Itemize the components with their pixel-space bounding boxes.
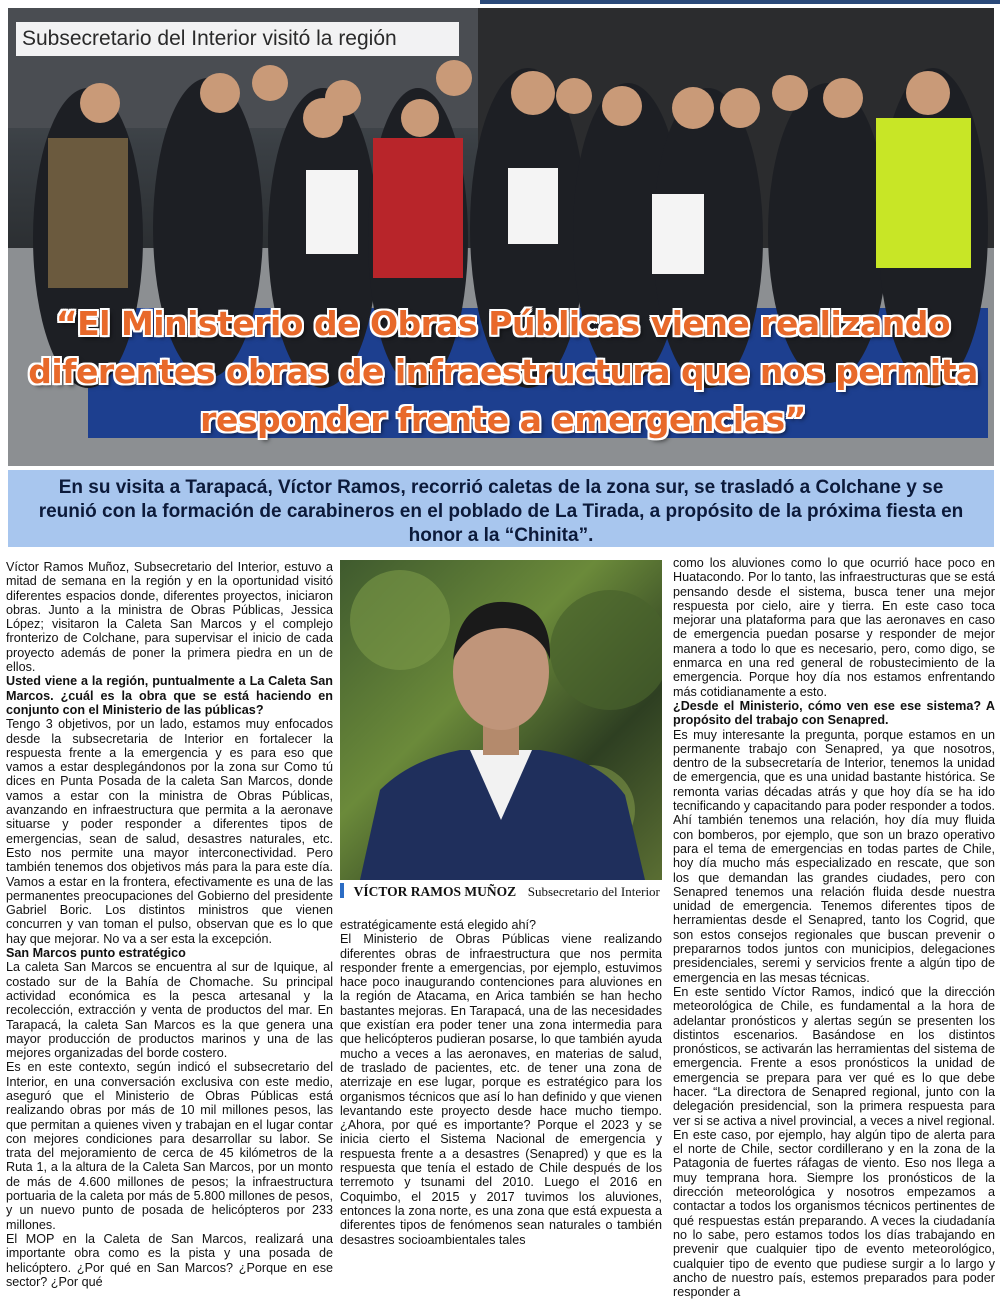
interview-question: Usted viene a la región, puntualmente a La Caleta San Marcos. ¿cuál es la obra que se está haciendo en conjunto con el Ministerio de las públicas? — [6, 674, 333, 717]
paragraph: El MOP en la Caleta de San Marcos, realizará una importante obra como es la pista y una posada de helicóptero. ¿Por qué en San Marcos? ¿Porque en ese sector? ¿Por qué — [6, 1231, 333, 1289]
interview-question: ¿Desde el Ministerio, cómo ven ese ese sistema? A propósito del trabajo con Senapred. — [673, 698, 995, 728]
portrait-photo — [340, 560, 662, 880]
paragraph: Tengo 3 objetivos, por un lado, estamos muy enfocados desde la subsecretaria de Interior en fortalecer la respuesta frente a la emergencia y es para eso que vamos a estar desplegándonos por la zona sur Como tú dices en Punta Posada de la caleta San Marcos, donde vamos a estar con la ministra de Obras Públicas, avanzando en infraestructura que permita a la aeronave situarse y poder responder a diferentes tipos de emergencias, sean de salud, desastres naturales, etc. Esto nos permite una mayor interconectividad. Pero también tenemos dos objetivos más para la para este día. Vamos a estar en la frontera, efectivamente es una de las permanentes preocupaciones del Gobierno del presidente Gabriel Boric. Los distintos ministros que vienen concurren y van toman el pulso, observan que es lo que hay que mejorar. No va a ser esta la excepción. — [6, 717, 333, 946]
paragraph: La caleta San Marcos se encuentra al sur de Iquique, al costado sur de la Bahía de Chomache. Su principal actividad económica es la pesca artesanal y la recolección, extracción y venta de productos del mar. En Tarapacá, la caleta San Marcos es la que genera una mayor producción de productos marinos y una de las mejores organizadas del borde costero. — [6, 960, 333, 1061]
headline-quote: “El Ministerio de Obras Públicas viene realizando diferentes obras de infraestructura que nos permita responder frente a emergencias” — [28, 304, 978, 439]
top-accent-bar — [480, 0, 1000, 4]
paragraph: Es muy interesante la pregunta, porque estamos en un permanente trabajo con Senapred, ya que nosotros, dentro de la subsecretaría de Interior, tenemos la unidad de emergencia, que es una unidad bastante histórica. Se remonta varias décadas atrás y que hoy día se ha ido tecnificando y capacitando para poder responder a todos. Ahí también tenemos una relación, hoy día muy fluida con bomberos, por ejemplo, que son un brazo operativo para el tema de emergencias en todas partes de Chile, hoy día mucho más especializado en rescate, que son los que demandan las grandes ciudades, pero con Senapred tenemos una relación fluida desde nuestra unidad de emergencia. Tenemos diferentes tipos de herramientas desde el Senapred, tanto los Cogrid, que son estos consejos regionales que buscan prevenir o prepararnos todos juntos con municipios, delegaciones presidenciales, seremi y servicios frente a algún tipo de emergencia en las mesas técnicas. — [673, 727, 995, 985]
article-column-3 — [673, 556, 995, 1299]
paragraph: Víctor Ramos Muñoz, Subsecretario del Interior, estuvo a mitad de semana en la región y en la oportunidad visitó diferentes espacios donde, diferentes proyectos, iniciaron obras. Junto a la ministra de Obras Públicas, Jessica López; visitaron la Caleta San Marcos y el complejo fronterizo de Colchane, para supervisar el inicio de cada proyecto además de poner la primera piedra en un de ellos. — [6, 560, 333, 675]
subheading: San Marcos punto estratégico — [6, 946, 186, 961]
lead-paragraph: En su visita a Tarapacá, Víctor Ramos, recorrió caletas de la zona sur, se trasladó a Colchane y se reunió con la formación de carabineros en el poblado de La Tirada, a propósito de la próxima fiesta en honor a la “Chinita”. — [8, 470, 994, 547]
caption-role: Subsecretario del Interior — [527, 884, 660, 899]
paragraph: En este sentido Víctor Ramos, indicó que la dirección meteorológica de Chile, es fundamental a la hora de adelantar pronósticos y alertas según se presenten los distintos escenarios. Basándose en los distintos pronósticos, se activarán las herramientas del sistema de emergencia. Frente a esos pronósticos la unidad de emergencia se prepara para ver qué es lo que debe hacer. “La directora de Senapred regional, junto con la delegación presidencial, son la primera respuesta para ver si se activa a nivel provincial, a veces a nivel regional. En este caso, por ejemplo, hay algún tipo de alerta para el norte de Chile, sector cordillerano y en la zona de la Patagonia de fuertes ráfagas de viento. Eso nos llega a muy temprana hora. Siempre los pronósticos de la dirección meteorológica y nosotros empezamos a contactar a todos los organismos técnicos pertinentes de qué respuestas están preparando. A veces la ciudadanía no lo sabe, pero estamos todos los días trabajando en prevenir que cualquier tipo de evento meteorológico, cualquier tipo de evento que pudiese surgir a lo largo y ancho de nuestro país, estemos preparados para poder responder a — [673, 984, 995, 1299]
caption-name: VÍCTOR RAMOS MUÑOZ — [353, 884, 517, 899]
article-column-1 — [6, 560, 333, 1289]
paragraph: Es en este contexto, según indicó el subsecretario del Interior, en una conversación exclusiva con este medio, aseguró que el Ministerio de Obras Públicas está realizando obras por más de 10 mil millones pesos, las que permitan a quienes viven y trabajan en el lugar contar con mejores condiciones para desarrollar su labor. Se trata del mejoramiento de cerca de 45 kilómetros de la Ruta 1, a la altura de la Caleta San Marcos, por un monto de más de 4.600 millones de pesos; la infraestructura portuaria de la caleta por más de 5.800 millones de pesos, y un nuevo punto de posada de helicópteros por 233 millones. — [6, 1060, 333, 1232]
caption-accent-bar — [340, 883, 344, 898]
paragraph: como los aluviones como lo que ocurrió hace poco en Huatacondo. Por lo tanto, las infraestructuras que se está pensando desde el sistema, busca tener una mejor respuesta por cielo, aire y tierra. En este caso toca mejorar una plataforma para que las aeronaves en caso de emergencia puedan posarse y responder de mejor manera a todo lo que es necesario, pero, como digo, se enmarca en una red general de robustecimiento de la emergencia. Porque hoy día nos estamos enfrentando más cotidianamente a esto. — [673, 556, 995, 699]
photo-caption — [340, 882, 662, 902]
paragraph: estratégicamente está elegido ahí? — [340, 918, 537, 932]
portrait-illustration — [340, 560, 662, 880]
section-kicker: Subsecretario del Interior visitó la región — [16, 22, 459, 56]
article-column-2 — [340, 918, 662, 1247]
paragraph: El Ministerio de Obras Públicas viene realizando diferentes obras de infraestructura que nos permita responder frente a emergencias, por ejemplo, estuvimos hace poco inaugurando contenciones para aluviones en la región de Atacama, en Arica también se han hecho bastantes mejoras. En Tarapacá, una de las necesidades que existían era poder tener una zona intermedia para que helicópteros pudieran posarse, lo que también ayuda mucho a veces a las aeronaves, en materias de salud, de traslado de pacientes, etc. de tener una zona de aterrizaje en ese lugar, porque es estratégico para los organismos técnicos que así lo han definido y que vienen levantando este proyecto desde hace mucho tiempo. ¿Ahora, por qué es importante? Porque el 2023 y se inicia cierto el Sistema Nacional de emergencia y respuesta frente a a desastres (Senapred) y que es la respuesta que tenía el estado de Chile después de los terremoto y tsunami del 2010. Luego el 2016 en Coquimbo, el 2015 y 2017 tuvimos los aluviones, entonces la zona norte, es una zona que está expuesta a diferentes tipos de fenómenos sean naturales o también desastres socioambientales tales — [340, 932, 662, 1247]
